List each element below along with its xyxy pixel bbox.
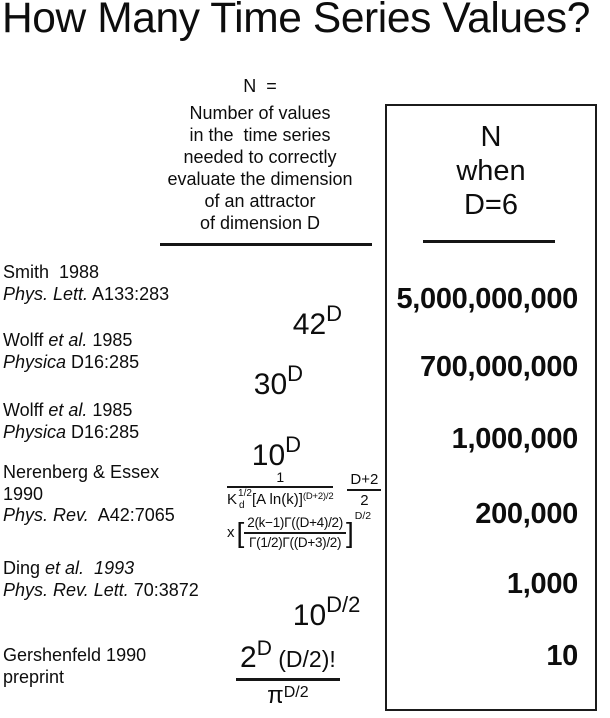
- definition-line: needed to correctly: [183, 147, 337, 167]
- citation-line: 1990: [3, 483, 44, 504]
- citation-line: Physica D16:285: [3, 421, 140, 442]
- n-value-ding: 1,000: [506, 568, 578, 600]
- definition-line: Number of values: [189, 103, 331, 123]
- n-value-wolff-b: 1,000,000: [451, 423, 578, 455]
- result-box-header: [387, 120, 595, 222]
- citation-smith-1988: [3, 262, 169, 305]
- citation-line: preprint: [3, 666, 65, 687]
- close-bracket: ]: [345, 516, 354, 548]
- citation-line: Phys. Lett. A133:283: [3, 283, 170, 304]
- definition-line: of an attractor: [204, 191, 316, 211]
- result-box-underline: [423, 240, 555, 243]
- formula-ding: 10D/2: [292, 592, 361, 632]
- citation-line: Wolff et al. 1985: [3, 400, 133, 420]
- n-value-gershenfeld: 10: [546, 640, 578, 672]
- definition-line: in the time series: [189, 125, 331, 145]
- open-bracket: [: [236, 516, 245, 548]
- formula-gershenfeld: [236, 638, 340, 708]
- formula-wolff-a: 30D: [253, 361, 304, 401]
- formula-wolff-b: 10D: [251, 432, 302, 472]
- citation-gershenfeld: [3, 645, 146, 688]
- formula-gershenfeld-denominator: $\pi^{D/2}$: [267, 682, 309, 709]
- citation-line: Physica D16:285: [3, 351, 140, 372]
- citation-line: Ding et al. 1993: [3, 558, 135, 578]
- formula-nerenberg-line2: x [ 2(k−1)Γ((D+4)/2) Γ(1/2)Γ((D+3)/2) ] D/2: [227, 510, 372, 550]
- n-definition: [125, 75, 395, 234]
- definition-line: of dimension D: [199, 213, 321, 233]
- citation-nerenberg-essex: [3, 462, 175, 527]
- citation-wolff-1985-a: [3, 330, 139, 373]
- citation-line: Smith 1988: [3, 262, 100, 282]
- citation-line: Gershenfeld 1990: [3, 645, 147, 665]
- citation-line: Phys. Rev. Lett. 70:3872: [3, 579, 199, 600]
- definition-line: N =: [243, 76, 277, 96]
- citation-line: Nerenberg & Essex: [3, 462, 160, 482]
- result-box-header-line: N: [480, 121, 502, 153]
- citation-ding-1993: [3, 558, 199, 601]
- result-box-header-line: D=6: [463, 189, 518, 221]
- definition-line: evaluate the dimension: [167, 169, 353, 189]
- citation-line: Phys. Rev. A42:7065: [3, 505, 175, 525]
- n-value-nerenberg: 200,000: [475, 498, 578, 530]
- result-box: [385, 104, 597, 711]
- n-value-smith: 5,000,000,000: [396, 283, 578, 315]
- formula-nerenberg: [227, 470, 381, 549]
- formula-nerenberg-line1: 1 K 1/2 d [A ln(k)]$^{(D+2)/2}$ D+2 2: [227, 470, 381, 510]
- k-sub-sup: 1/2 d: [238, 488, 252, 511]
- n-value-wolff-a: 700,000,000: [420, 351, 578, 383]
- result-box-header-line: when: [456, 155, 526, 187]
- definition-underline: [160, 243, 372, 246]
- citation-wolff-1985-b: [3, 400, 139, 443]
- formula-gershenfeld-numerator: 2D (D/2)!: [236, 638, 340, 681]
- citation-line: Wolff et al. 1985: [3, 330, 133, 350]
- slide-title: How Many Time Series Values?: [2, 0, 590, 42]
- formula-smith: 42D: [292, 301, 343, 341]
